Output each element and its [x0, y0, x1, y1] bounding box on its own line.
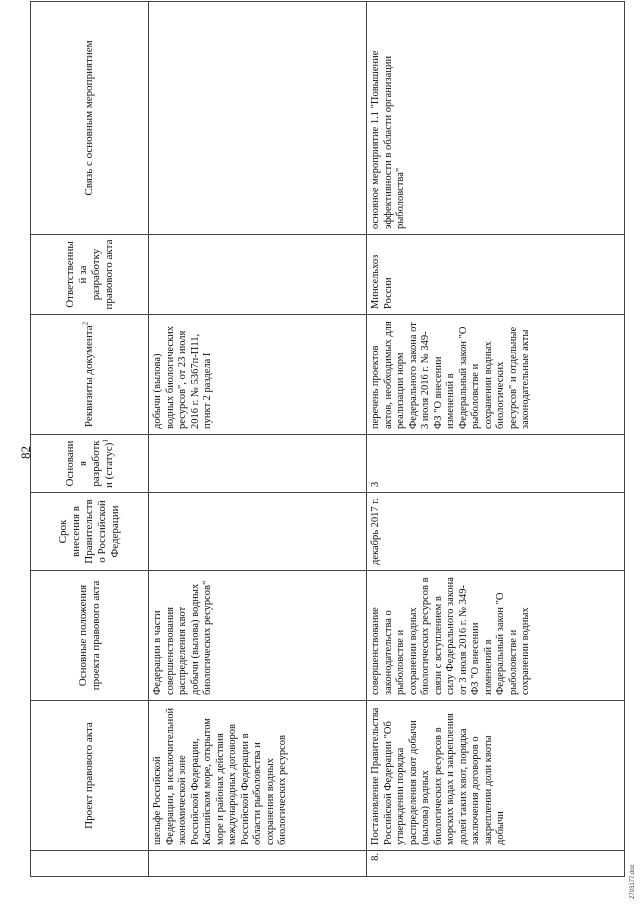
cell-project: шельфе Российской Федерации, в исключительной экономической зоне Российской Федерации, Каспийском море, открытом море и районах действия международных договоров Российской Федерации в области рыболовства и сохранения водных биологических ресурсов — [149, 701, 367, 851]
cell-num — [149, 851, 367, 877]
table-row — [149, 2, 367, 877]
cell-requisites: добычи (вылова) водных биологических ресурсов", от 23 июля 2016 г. № 5367п-П11, пункт 2 раздела I — [149, 315, 367, 435]
cell-link — [149, 2, 367, 235]
page-number: 82 — [18, 446, 33, 459]
cell-provisions: совершенствование законодательства о рыболовстве и сохранении водных биологических ресурсов в связи с вступлением в силу Федерального закона от 3 июля 2016 г. № 349-ФЗ "О внесении изменений в Федеральный закон "О рыболовстве и сохранении водных — [367, 571, 625, 701]
header-link: Связь с основным мероприятием — [31, 2, 149, 235]
cell-num: 8. — [367, 851, 625, 877]
header-deadline: Срок внесения в Правительство Российской Федерации — [31, 493, 149, 571]
cell-requisites: перечень проектов актов, необходимых для реализации норм Федерального закона от 3 июля 2016 г. № 349-ФЗ "О внесении изменений в Федеральный закон "О рыболовстве и сохранении водных биологических ресурсов" и отдельные законодательные акты — [367, 315, 625, 435]
header-requisites-sup: 2 — [81, 321, 90, 326]
cell-responsible: Минсельхоз России — [367, 235, 625, 315]
header-num — [31, 851, 149, 877]
cell-link: основное мероприятие 1.1 "Повышение эффективности в области организации рыболовства" — [367, 2, 625, 235]
cell-provisions: Федерации в части совершенствования распределения квот добычи (вылова) водных биологических ресурсов" — [149, 571, 367, 701]
header-provisions: Основные положения проекта правового акта — [31, 571, 149, 701]
cell-grounds — [149, 435, 367, 493]
header-grounds-sup: 1 — [100, 439, 109, 443]
cell-deadline — [149, 493, 367, 571]
table-row — [367, 2, 625, 877]
header-project: Проект правового акта — [31, 701, 149, 851]
file-code: 2703177.doc — [630, 864, 636, 899]
header-row — [31, 2, 149, 877]
header-requisites — [31, 315, 149, 435]
legal-acts-table — [30, 1, 625, 877]
header-grounds-text: Основания разработки (статус) — [63, 440, 115, 488]
header-responsible: Ответственный за разработку правового акта — [31, 235, 149, 315]
header-grounds — [31, 435, 149, 493]
cell-deadline: декабрь 2017 г. — [367, 493, 625, 571]
cell-responsible — [149, 235, 367, 315]
table-wrapper — [30, 2, 625, 877]
header-requisites-text: Реквизиты документа — [83, 325, 95, 428]
cell-project: Постановление Правительства Российской Федерации "Об утверждении порядка распределения квот добычи (вылова) водных биологических ресурсов в морских водах и закрепления долей таких квот, порядка заключения договоров о закреплении доли квоты добычи — [367, 701, 625, 851]
cell-grounds: 3 — [367, 435, 625, 493]
